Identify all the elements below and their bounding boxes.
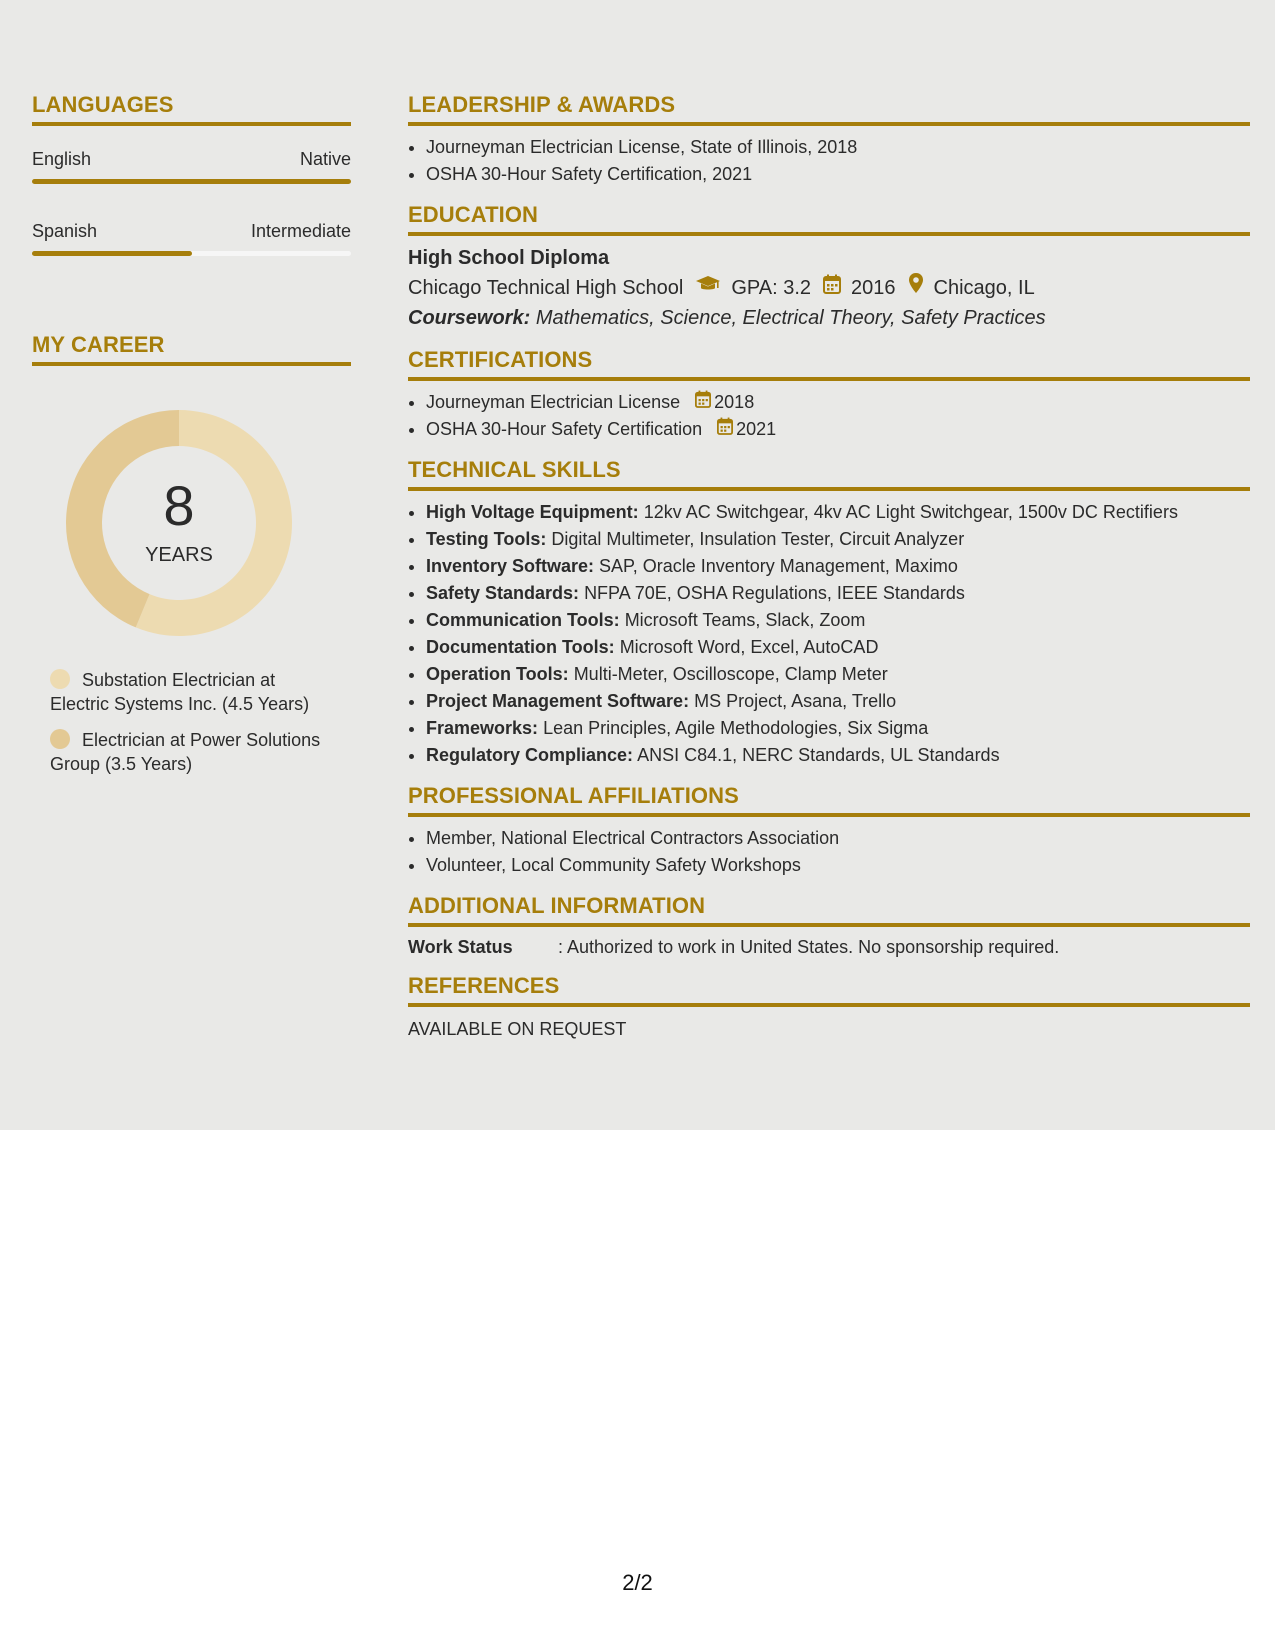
list-item [426,416,1250,443]
references-title: REFERENCES [408,973,1250,1007]
skill-values: Multi-Meter, Oscilloscope, Clamp Meter [573,664,888,684]
legend-label: Substation Electrician at Electric Systems Inc. (4.5 Years) [50,670,310,714]
skill-category: High Voltage Equipment: [426,502,639,522]
skill-values: Lean Principles, Agile Methodologies, Six Sigma [543,718,929,738]
language-name: Spanish [32,221,98,241]
career-years-unit: YEARS [145,544,213,566]
skills-list [408,499,1250,769]
additional-info-title: ADDITIONAL INFORMATION [408,893,1250,927]
work-status-value: : Authorized to work in United States. No sponsorship required. [558,937,1060,957]
references-text: AVAILABLE ON REQUEST [408,1019,627,1039]
additional-info-section [408,893,1250,959]
legend-item [50,728,335,776]
career-legend [50,668,351,776]
certification-name: Journeyman Electrician License [426,392,681,412]
list-item [426,634,1250,661]
language-name: English [32,149,92,169]
left-column [32,92,351,788]
certifications-section [408,347,1250,443]
education-location: Chicago, IL [933,276,1035,299]
leadership-section [408,92,1250,188]
education-year: 2016 [851,276,896,299]
skill-category: Regulatory Compliance: [426,745,634,765]
legend-item [50,668,335,716]
coursework-list: Mathematics, Science, Electrical Theory, Safety Practices [535,307,1046,329]
education-gpa: GPA: 3.2 [731,276,812,299]
location-pin-icon [908,272,924,303]
skill-values: MS Project, Asana, Trello [694,691,897,711]
language-spanish [32,220,351,256]
language-proficiency-fill [32,179,351,184]
skill-category: Communication Tools: [426,610,620,630]
education-title: EDUCATION [408,202,1250,236]
references-section [408,973,1250,1040]
language-level: Intermediate [250,221,351,241]
calendar-icon [695,389,714,416]
skill-values: 12kv AC Switchgear, 4kv AC Light Switchgear, 1500v DC Rectifiers [643,502,1178,522]
skill-category: Safety Standards: [426,583,580,603]
career-total-years: 8 [163,474,195,537]
skill-category: Documentation Tools: [426,637,615,657]
language-proficiency-bar [32,251,351,256]
language-level: Native [299,149,351,169]
skill-values: ANSI C84.1, NERC Standards, UL Standards [637,745,1000,765]
skill-values: Digital Multimeter, Insulation Tester, Circuit Analyzer [551,529,965,549]
page-number: 2/2 [622,1570,653,1595]
languages-title: LANGUAGES [32,92,351,126]
list-item [426,688,1250,715]
career-donut-chart [66,410,292,636]
list-item: • Member, National Electrical Contractors Association [426,825,1250,852]
list-item: • OSHA 30-Hour Safety Certification, 2021 [426,161,1250,188]
legend-dot [50,669,70,689]
education-section [408,202,1250,333]
list-item: • Volunteer, Local Community Safety Workshops [426,852,1250,879]
language-proficiency-bar [32,179,351,184]
education-details [408,272,1250,303]
education-degree: High School Diploma [408,247,610,269]
skill-category: Frameworks: [426,718,539,738]
skill-category: Inventory Software: [426,556,595,576]
list-item [426,499,1250,526]
legend-label: Electrician at Power Solutions Group (3.5 Years) [50,730,321,774]
certification-year: 2018 [714,392,755,412]
education-coursework [408,303,1250,333]
skills-title: TECHNICAL SKILLS [408,457,1250,491]
skill-values: SAP, Oracle Inventory Management, Maximo [599,556,958,576]
calendar-icon [823,273,841,303]
affiliations-section [408,783,1250,879]
legend-dot [50,729,70,749]
career-title: MY CAREER [32,332,351,366]
affiliations-title: PROFESSIONAL AFFILIATIONS [408,783,1250,817]
coursework-label: Coursework: [408,307,531,329]
language-english [32,148,351,184]
list-item [426,389,1250,416]
graduation-cap-icon [695,273,721,303]
education-school: Chicago Technical High School [408,276,684,299]
list-item [426,553,1250,580]
leadership-title: LEADERSHIP & AWARDS [408,92,1250,126]
calendar-icon [717,416,736,443]
skill-category: Project Management Software: [426,691,690,711]
certification-year: 2021 [736,419,777,439]
list-item [426,715,1250,742]
language-proficiency-fill [32,251,192,256]
right-column [408,92,1250,1054]
skill-values: NFPA 70E, OSHA Regulations, IEEE Standards [584,583,965,603]
list-item [426,742,1250,769]
skill-category: Operation Tools: [426,664,569,684]
list-item: • Journeyman Electrician License, State of Illinois, 2018 [426,134,1250,161]
skill-values: Microsoft Teams, Slack, Zoom [624,610,866,630]
list-item [426,607,1250,634]
certification-name: OSHA 30-Hour Safety Certification [426,419,703,439]
list-item [426,580,1250,607]
certifications-title: CERTIFICATIONS [408,347,1250,381]
list-item [426,661,1250,688]
skill-category: Testing Tools: [426,529,547,549]
list-item [426,526,1250,553]
work-status-label: Work Status [408,937,513,957]
skill-values: Microsoft Word, Excel, AutoCAD [619,637,879,657]
skills-section [408,457,1250,769]
